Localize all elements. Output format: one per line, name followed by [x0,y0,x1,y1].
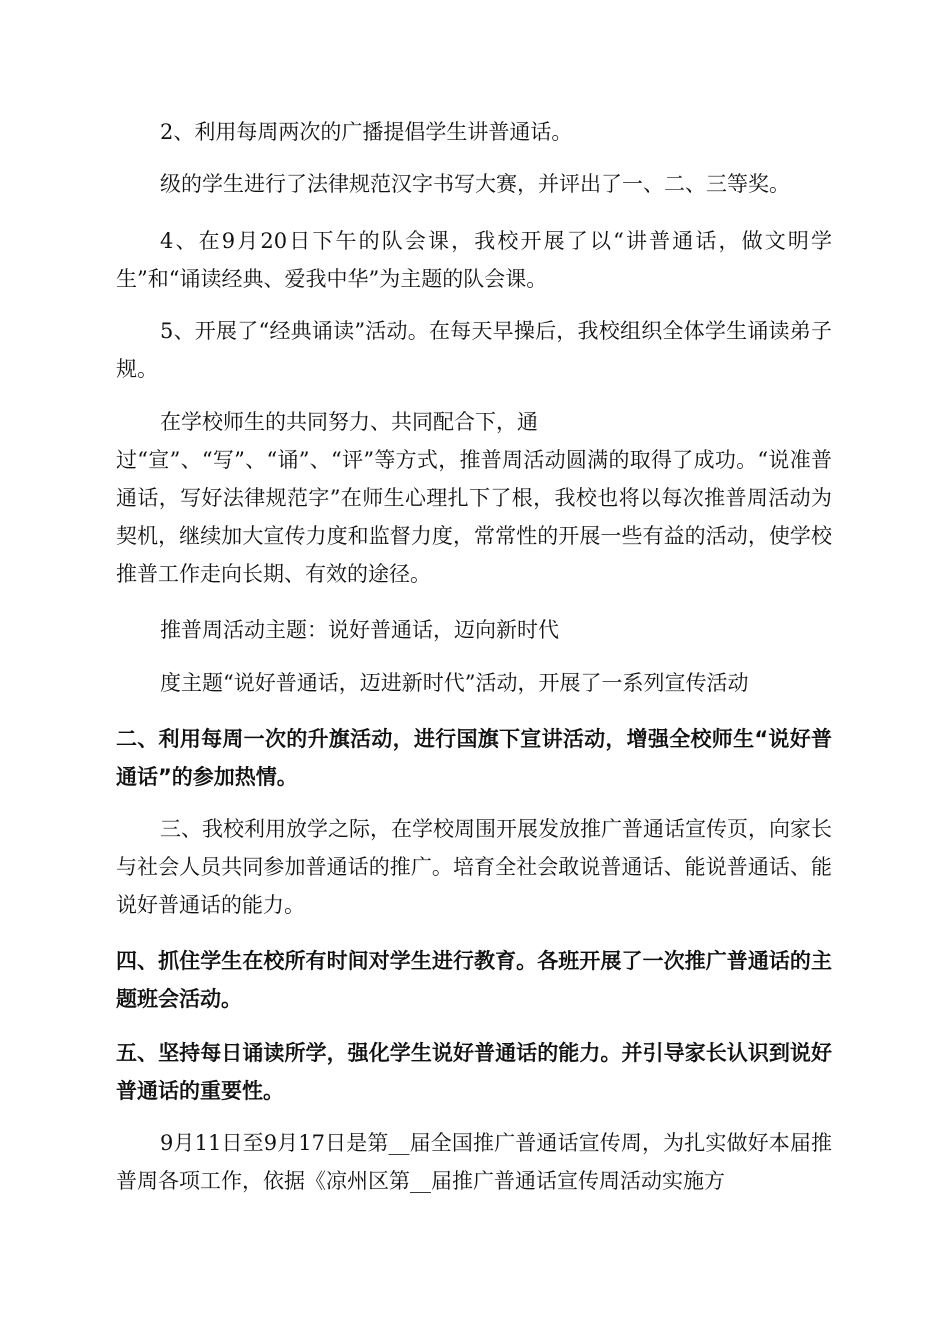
heading-education [116,942,832,1018]
paragraph-text: 推普周活动主题：说好普通话，迈向新时代 [160,618,559,642]
paragraph-text: 度主题“说好普通话，迈进新时代”活动，开展了一系列宣传活动 [160,671,749,695]
paragraph-team-meeting [116,222,832,298]
heading-daily-reading [116,1034,832,1110]
paragraph-text: 2、利用每周两次的广播提倡学生讲普通话。 [160,120,573,144]
paragraph-text: 5、开展了“经典诵读”活动。在每天早操后，我校组织全体学生诵读弟子规。 [116,319,832,381]
paragraph-text: 过“宣”、“写”、“诵”、“评”等方式，推普周活动圆满的取得了成功。“说准普通话，写好法律规范字”在师生心理扎下了根，我校也将以每次推普周活动为契机，继续加大宣传力度和监督力度，常常性的开展一些有益的活动，使学校推普工作走向长期、有效的途径。 [116,448,832,586]
heading-text: 四、抓住学生在校所有时间对学生进行教育。各班开展了一次推广普通话的主题班会活动。 [116,949,832,1011]
heading-text: 二、利用每周一次的升旗活动，进行国旗下宣讲活动，增强全校师生“说好普通话”的参加热情。 [116,727,832,789]
paragraph-text: 三、我校利用放学之际，在学校周围开展发放推广普通话宣传页，向家长与社会人员共同参加普通话的推广。培育全社会敢说普通话、能说普通话、能说好普通话的能力。 [116,817,832,917]
paragraph-promotion-week [116,1124,832,1200]
paragraph-broadcast [116,113,832,151]
paragraph-classic-reading [116,312,832,388]
paragraph-theme [116,611,832,649]
heading-flag-raising [116,720,832,796]
paragraph-text: 9月11日至9月17日是第__届全国推广普通话宣传周，为扎实做好本届推普周各项工作，依据《凉州区第__届推广普通话宣传周活动实施方 [116,1131,832,1193]
paragraph-summary [116,403,832,593]
paragraph-theme-activity [116,664,832,702]
paragraph-text: 级的学生进行了法律规范汉字书写大赛，并评出了一、二、三等奖。 [160,172,790,196]
heading-text: 五、坚持每日诵读所学，强化学生说好普通话的能力。并引导家长认识到说好普通话的重要性。 [116,1041,832,1103]
paragraph-first-line: 在学校师生的共同努力、共同配合下，通 [160,410,538,434]
paragraph-text: 4、在9月20日下午的队会课，我校开展了以“讲普通话，做文明学生”和“诵读经典、爱我中华”为主题的队会课。 [116,229,832,291]
paragraph-writing-contest [116,165,832,203]
paragraph-flyers [116,810,832,924]
